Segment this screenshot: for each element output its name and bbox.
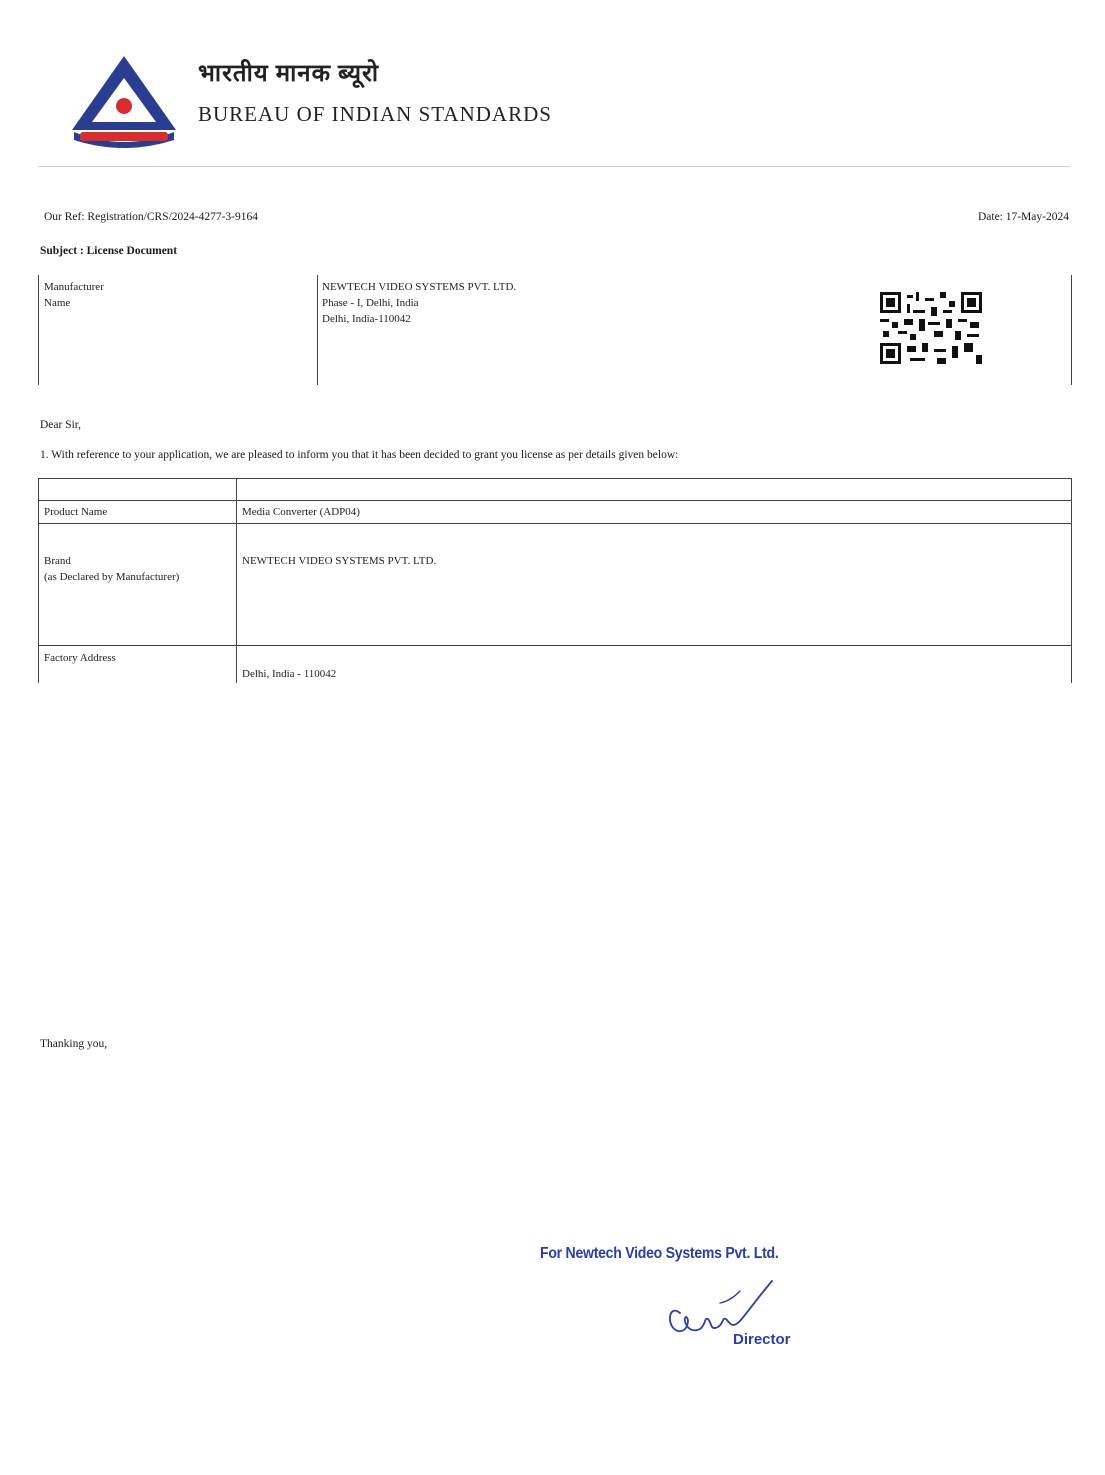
company-stamp xyxy=(540,1245,800,1365)
letter-subject: Subject : License Document xyxy=(40,245,178,257)
salutation: Dear Sir, xyxy=(40,419,82,431)
detail-value: NEWTECH VIDEO SYSTEMS PVT. LTD. xyxy=(242,555,437,567)
header-divider xyxy=(38,166,1070,167)
closing-line: Thanking you, xyxy=(40,1038,108,1050)
org-english-name: BUREAU OF INDIAN STANDARDS xyxy=(198,102,552,126)
manufacturer-label: Manufacturer Name xyxy=(44,281,104,309)
qr-code-icon xyxy=(880,292,982,364)
stamp-designation: Director xyxy=(733,1331,791,1348)
stamp-company-name: For Newtech Video Systems Pvt. Ltd. xyxy=(540,1245,779,1262)
intro-paragraph: 1. With reference to your application, we are pleased to inform you that it has been decided to grant you license as per details given below: xyxy=(40,449,679,461)
detail-label: Factory Address xyxy=(44,652,116,664)
bis-logo-icon xyxy=(68,52,180,148)
detail-value: Media Converter (ADP04) xyxy=(242,506,360,518)
manufacturer-details: NEWTECH VIDEO SYSTEMS PVT. LTD. Phase - I, Delhi, India Delhi, India-110042 xyxy=(322,281,517,325)
org-hindi-name: भारतीय मानक ब्यूरो xyxy=(198,61,380,87)
detail-value: Delhi, India - 110042 xyxy=(242,668,337,680)
reference-number: Our Ref: Registration/CRS/2024-4277-3-9164 xyxy=(44,211,259,223)
org-title-block xyxy=(198,56,568,129)
detail-label: Product Name xyxy=(44,506,108,518)
detail-label: Brand (as Declared by Manufacturer) xyxy=(44,555,180,583)
letter-date: Date: 17-May-2024 xyxy=(977,211,1069,223)
org-sub-line xyxy=(198,88,568,100)
license-details-table xyxy=(38,478,1072,683)
